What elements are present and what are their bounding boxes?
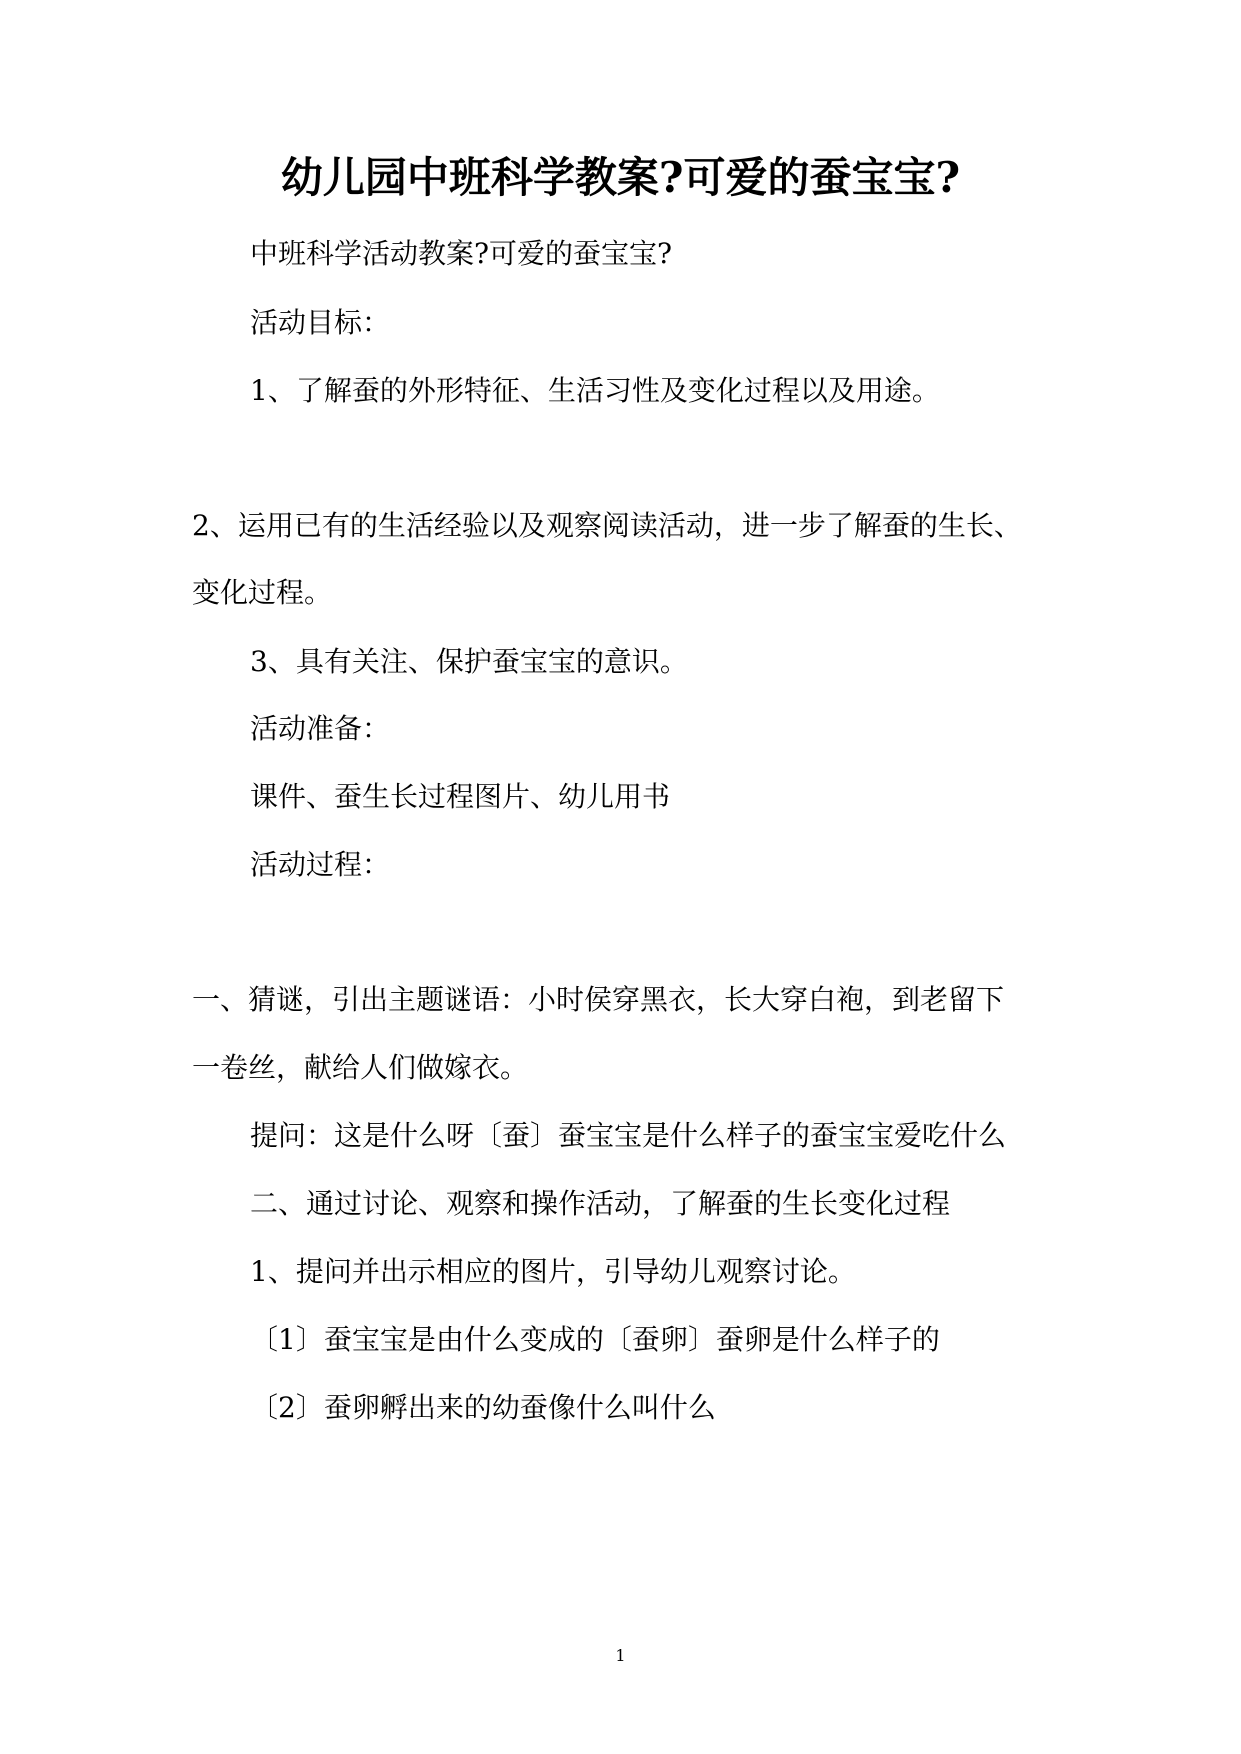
process-substep-1: 1、提问并出示相应的图片，引导幼儿观察讨论。 xyxy=(250,1255,856,1288)
question-item-2: 〔2〕蚕卵孵出来的幼蚕像什么叫什么 xyxy=(250,1391,716,1424)
subtitle-line: 中班科学活动教案?可爱的蚕宝宝? xyxy=(250,237,673,270)
process-step-1: 一、猜谜，引出主题谜语：小时侯穿黑衣，长大穿白袍，到老留下 xyxy=(192,983,1005,1016)
goal-item-3: 3、具有关注、保护蚕宝宝的意识。 xyxy=(250,645,688,678)
section-heading-process: 活动过程： xyxy=(250,848,391,881)
section-heading-goals: 活动目标： xyxy=(250,306,391,339)
process-step-1-continued: 一卷丝，献给人们做嫁衣。 xyxy=(192,1051,529,1084)
question-item-1: 〔1〕蚕宝宝是由什么变成的〔蚕卵〕蚕卵是什么样子的 xyxy=(250,1323,940,1356)
section-heading-preparation: 活动准备： xyxy=(250,712,391,745)
goal-item-2-continued: 变化过程。 xyxy=(192,576,333,609)
document-title: 幼儿园中班科学教案?可爱的蚕宝宝? xyxy=(280,153,961,202)
goal-item-2: 2、运用已有的生活经验以及观察阅读活动，进一步了解蚕的生长、 xyxy=(192,509,1022,542)
question-text: 提问：这是什么呀〔蚕〕蚕宝宝是什么样子的蚕宝宝爱吃什么 xyxy=(250,1119,1007,1152)
goal-item-1: 1、了解蚕的外形特征、生活习性及变化过程以及用途。 xyxy=(250,374,940,407)
process-step-2: 二、通过讨论、观察和操作活动，了解蚕的生长变化过程 xyxy=(250,1187,951,1220)
page-number: 1 xyxy=(615,1646,626,1665)
preparation-text: 课件、蚕生长过程图片、幼儿用书 xyxy=(250,780,671,813)
